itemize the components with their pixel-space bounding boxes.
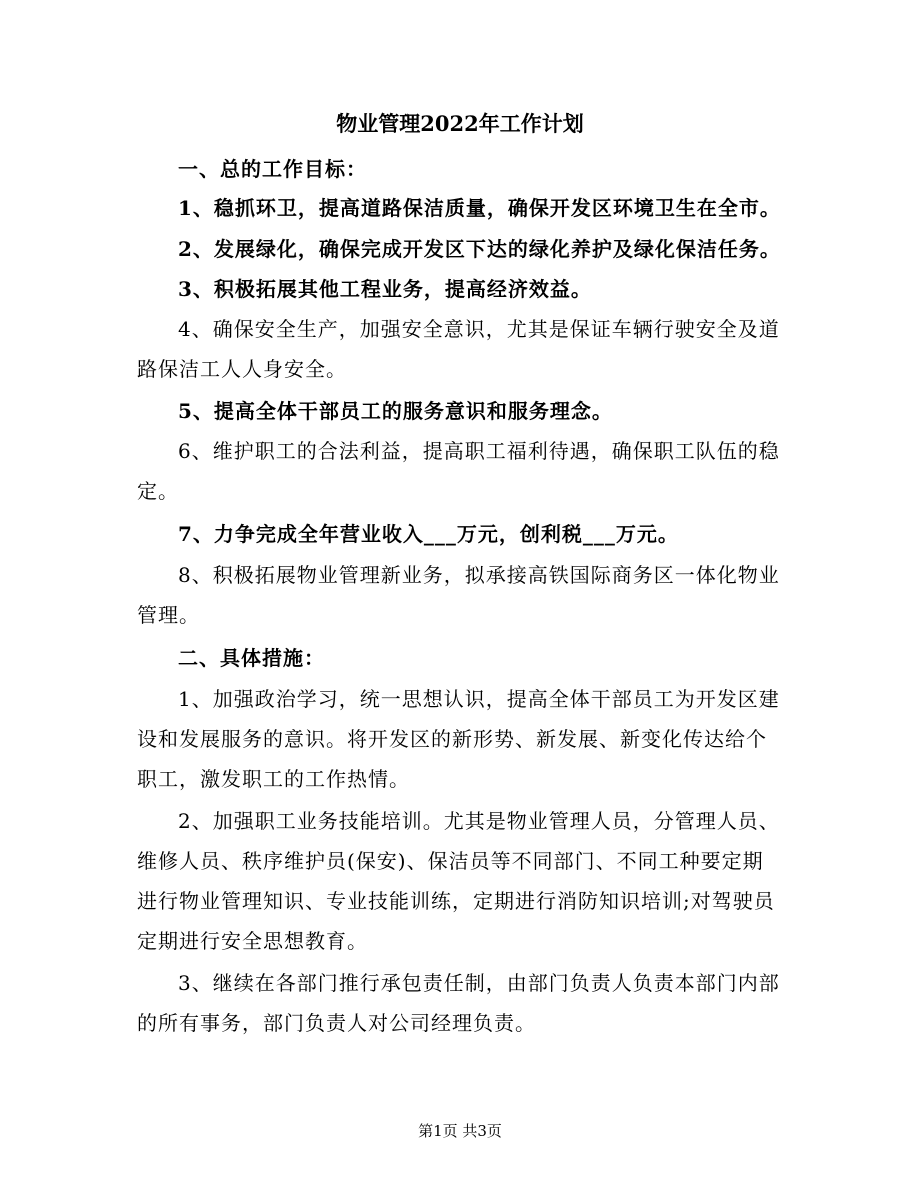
measure-item-1-line-2: 设和发展服务的意识。将开发区的新形势、新发展、新变化传达给个 xyxy=(137,727,767,751)
goal-item-5: 5、提高全体干部员工的服务意识和服务理念。 xyxy=(178,399,613,423)
section-heading-measures: 二、具体措施： xyxy=(178,646,325,670)
page-number: 第1页 共3页 xyxy=(418,1122,502,1140)
measure-item-2-line-1: 2、加强职工业务技能培训。尤其是物业管理人员，分管理人员、 xyxy=(178,809,780,833)
document-title: 物业管理2022年工作计划 xyxy=(336,111,584,136)
goal-item-8-line-1: 8、积极拓展物业管理新业务，拟承接高铁国际商务区一体化物业 xyxy=(178,563,780,587)
measure-item-3-line-1: 3、继续在各部门推行承包责任制，由部门负责人负责本部门内部 xyxy=(178,971,780,995)
measure-item-1-line-1: 1、加强政治学习，统一思想认识，提高全体干部员工为开发区建 xyxy=(178,687,780,711)
goal-item-8-line-2: 管理。 xyxy=(137,603,200,627)
goal-item-2: 2、发展绿化，确保完成开发区下达的绿化养护及绿化保洁任务。 xyxy=(178,237,781,261)
measure-item-2-line-2: 维修人员、秩序维护员(保安)、保洁员等不同部门、不同工种要定期 xyxy=(137,849,764,873)
measure-item-2-line-4: 定期进行安全思想教育。 xyxy=(137,929,368,953)
goal-item-1: 1、稳抓环卫，提高道路保洁质量，确保开发区环境卫生在全市。 xyxy=(178,196,781,220)
goal-item-7: 7、力争完成全年营业收入___万元，创利税___万元。 xyxy=(178,522,679,546)
measure-item-2-line-3: 进行物业管理知识、专业技能训练，定期进行消防知识培训;对驾驶员 xyxy=(137,889,775,913)
measure-item-3-line-2: 的所有事务，部门负责人对公司经理负责。 xyxy=(137,1011,536,1035)
goal-item-4-line-1: 4、确保安全生产，加强安全意识，尤其是保证车辆行驶安全及道 xyxy=(178,317,780,341)
measure-item-1-line-3: 职工，激发职工的工作热情。 xyxy=(137,767,410,791)
goal-item-4-line-2: 路保洁工人人身安全。 xyxy=(137,357,347,381)
goal-item-6-line-1: 6、维护职工的合法利益，提高职工福利待遇，确保职工队伍的稳 xyxy=(178,439,780,463)
goal-item-6-line-2: 定。 xyxy=(137,479,179,503)
goal-item-3: 3、积极拓展其他工程业务，提高经济效益。 xyxy=(178,277,592,301)
section-heading-goals: 一、总的工作目标： xyxy=(178,157,367,181)
